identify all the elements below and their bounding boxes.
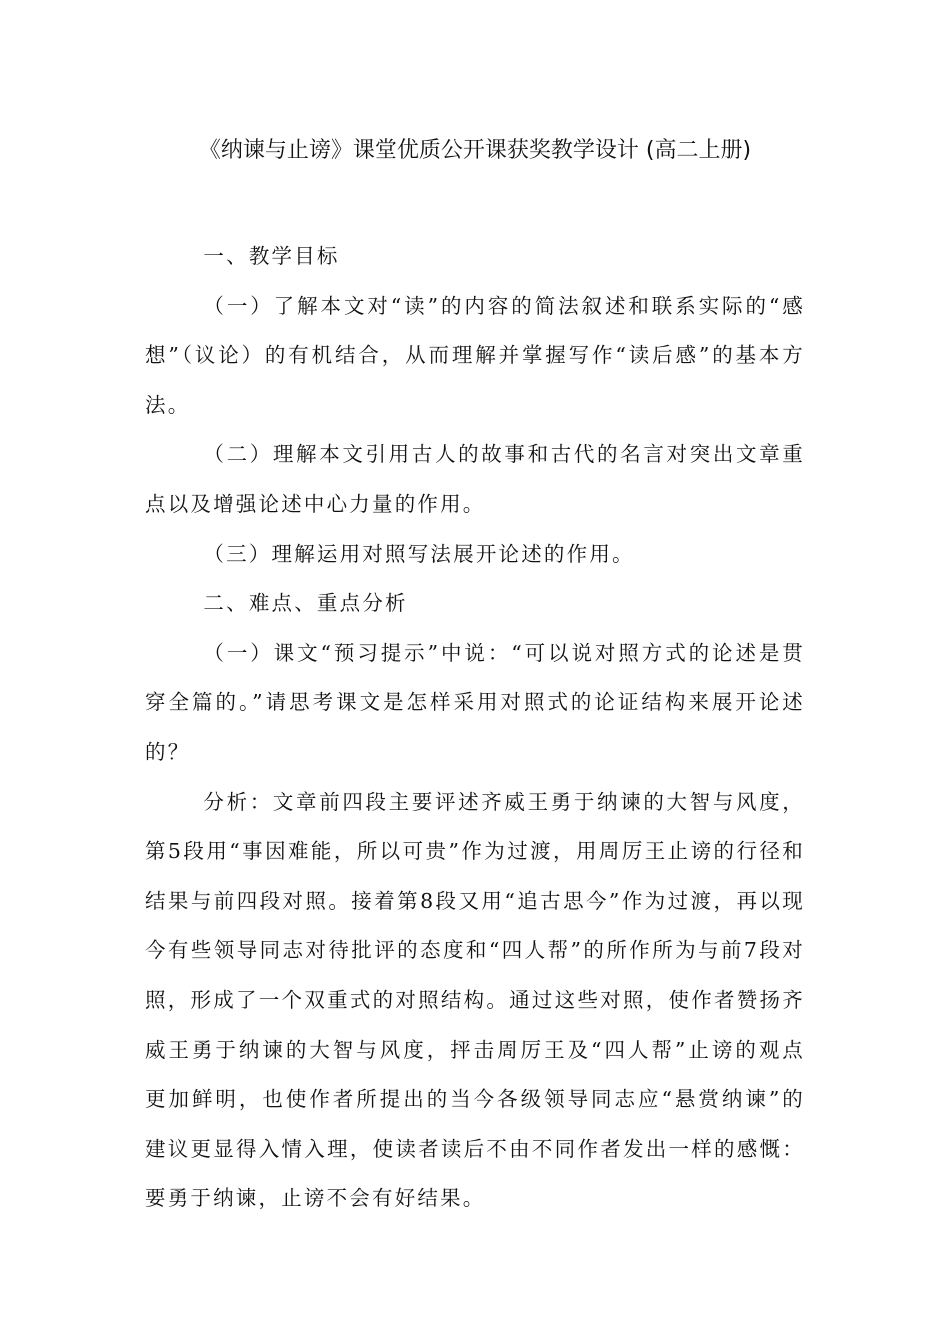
analysis-answer-1: 分析：文章前四段主要评述齐威王勇于纳谏的大智与风度，第5段用“事因难能，所以可贵”作为过渡，用周厉王止谤的行径和结果与前四段对照。接着第8段又用“追古思今”作为过渡，再以现今有些领导同志对待批评的态度和“四人帮”的所作所为与前7段对照，形成了一个双重式的对照结构。通过这些对照，使作者赞扬齐威王勇于纳谏的大智与风度，抨击周厉王及“四人帮”止谤的观点更加鲜明，也使作者所提出的当今各级领导同志应“悬赏纳谏”的建议更显得入情入理，使读者读后不由不同作者发出一样的感慨：要勇于纳谏，止谤不会有好结果。: [145, 789, 805, 1211]
goal-paragraph-3: （三）理解运用对照写法展开论述的作用。: [203, 541, 635, 566]
document-body: [145, 232, 805, 1224]
section-heading-teaching-goals: 一、教学目标: [203, 244, 340, 268]
goal-paragraph-2: （二）理解本文引用古人的故事和古代的名言对突出文章重点以及增强论述中心力量的作用。: [145, 442, 805, 516]
analysis-question-1: （一）课文“预习提示”中说：“可以说对照方式的论述是贯穿全篇的。”请思考课文是怎样采用对照式的论证结构来展开论述的？: [145, 640, 805, 764]
goal-paragraph-1: （一）了解本文对“读”的内容的简法叙述和联系实际的“感想”（议论）的有机结合，从而理解并掌握写作“读后感”的基本方法。: [145, 293, 805, 417]
section-heading-analysis: 二、难点、重点分析: [203, 591, 408, 616]
document-title: 《纳谏与止谤》课堂优质公开课获奖教学设计 (高二上册): [198, 138, 752, 163]
